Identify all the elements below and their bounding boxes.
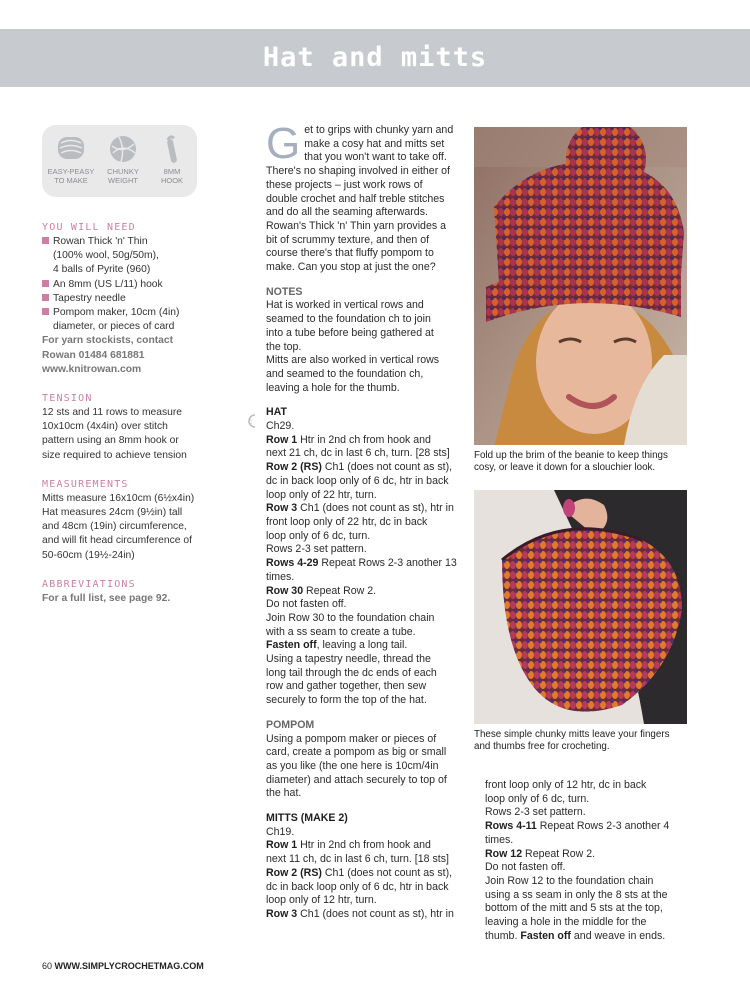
- instruction-line: Rows 2-3 set pattern.: [266, 543, 367, 556]
- tension-heading: TENSION: [42, 393, 93, 405]
- instruction-line: thumb. Fasten off and weave in ends.: [485, 929, 666, 942]
- instruction-line: loop only of 22 htr, turn.: [266, 488, 377, 501]
- instruction-line: times.: [485, 833, 514, 846]
- instruction-line: Do not fasten off.: [266, 598, 347, 611]
- pompom-heading: POMPOM: [266, 718, 315, 731]
- list-item-cont: diameter, or pieces of card: [53, 321, 175, 333]
- instruction-line: Row 12 Repeat Row 2.: [485, 847, 596, 860]
- bullet-icon: [42, 237, 49, 244]
- website-url: WWW.SIMPLYCROCHETMAG.COM: [54, 961, 204, 971]
- yarn-weight-icon: [107, 133, 139, 165]
- hat-caption: Fold up the brim of the beanie to keep things cosy, or leave it down for a slouchier look.: [474, 450, 668, 473]
- instruction-line: using a ss seam in only the 8 sts at the: [485, 888, 668, 901]
- instruction-line: leaving a hole in the middle for the: [485, 916, 647, 929]
- instruction-line: Row 1 Htr in 2nd ch from hook and: [266, 839, 431, 852]
- list-item: An 8mm (US L/11) hook: [42, 278, 242, 292]
- materials-list: [42, 235, 242, 377]
- pompom-text: Using a pompom maker or pieces of card, create a pompom as big or small as you like (the one here is 10cm/4in diameter) and attach securely to top of the hat.: [266, 732, 447, 800]
- instruction-line: Row 3 Ch1 (does not count as st), htr in: [266, 907, 454, 920]
- instruction-line: Join Row 30 to the foundation chain: [266, 611, 435, 624]
- instruction-line: row and gather together, then sew: [266, 680, 427, 693]
- abbreviations-text: For a full list, see page 92.: [42, 592, 171, 604]
- instruction-line: Using a tapestry needle, thread the: [266, 653, 431, 666]
- instruction-line: Fasten off, leaving a long tail.: [266, 639, 408, 652]
- drop-cap: G: [266, 119, 301, 168]
- icon-label-weight: CHUNKY WEIGHT: [107, 167, 139, 185]
- instruction-line: Join Row 12 to the foundation chain: [485, 874, 654, 887]
- instruction-line: Ch19.: [266, 825, 295, 838]
- list-item-cont: 4 balls of Pyrite (960): [53, 264, 151, 276]
- intro-paragraph: G et to grips with chunky yarn and make a cosy hat and mitts set that you won't want to take off. There's no shaping involved in either of these projects – just work rows of double crochet and half treble stitches and do all the seaming afterwards. Rowan's Thick 'n' Thin yarn provides a bit of scrummy texture, and then of course there's that fluffy pompom to make. Can you stop at just the one?: [266, 119, 454, 274]
- instruction-line: loop only of 6 dc, turn.: [485, 792, 590, 805]
- instruction-line: Row 3 Ch1 (does not count as st), htr in: [266, 502, 454, 515]
- measurements-heading: MEASUREMENTS: [42, 478, 129, 490]
- icon-label-hook: 8MM HOOK: [160, 167, 184, 185]
- instruction-line: times.: [266, 570, 295, 583]
- mitts-instructions: [266, 826, 466, 922]
- stockist-line: For yarn stockists, contact: [42, 335, 174, 347]
- instruction-line: dc in back loop only of 6 dc, htr in back: [266, 880, 449, 893]
- icon-label-easy: EASY-PEASY TO MAKE: [47, 167, 95, 185]
- instruction-line: Rows 4-11 Repeat Rows 2-3 another 4: [485, 820, 670, 833]
- pattern-column: [266, 119, 466, 922]
- mitts-instructions-continued: [485, 779, 695, 943]
- list-item: Tapestry needle: [42, 292, 242, 306]
- hat-heading: HAT: [266, 406, 287, 419]
- instruction-line: next 11 ch, dc in last 6 ch, turn. [18 sts]: [266, 853, 449, 866]
- sidebar: [42, 222, 242, 606]
- instruction-line: Ch29.: [266, 420, 295, 433]
- bullet-icon: [42, 294, 49, 301]
- bullet-icon: [42, 280, 49, 287]
- instruction-line: next 21 ch, dc in last 6 ch, turn. [28 sts]: [266, 447, 450, 460]
- yarn-ball-icon: [55, 133, 87, 165]
- mitts-caption: These simple chunky mitts leave your fingers and thumbs free for crocheting.: [474, 729, 670, 752]
- stockist-phone: Rowan 01484 681881: [42, 349, 145, 361]
- notes-text: Hat is worked in vertical rows and seamed to the foundation ch to join into a tube before being gathered at the top. Mitts are also worked in vertical rows and seamed to the foundation ch, leaving a hole for the thumb.: [266, 299, 440, 394]
- svg-text:c: c: [248, 417, 252, 426]
- crochet-hook-icon: [156, 133, 188, 165]
- you-will-need-heading: YOU WILL NEED: [42, 222, 136, 233]
- instruction-line: Do not fasten off.: [485, 861, 566, 874]
- mitts-heading: MITTS (MAKE 2): [266, 812, 348, 825]
- notes-heading: NOTES: [266, 285, 303, 298]
- list-item: Pompom maker, 10cm (4in): [42, 306, 242, 320]
- page-footer: [42, 961, 204, 971]
- abbreviations-heading: ABBREVIATIONS: [42, 578, 136, 590]
- instruction-line: Row 2 (RS) Ch1 (does not count as st),: [266, 461, 453, 474]
- page-number: 60: [42, 961, 53, 971]
- instruction-line: Row 30 Repeat Row 2.: [266, 584, 377, 597]
- instruction-line: loop only of 12 htr, turn.: [266, 894, 377, 907]
- mitts-photo: [474, 490, 687, 724]
- instruction-line: front loop only of 22 htr, dc in back: [266, 515, 428, 528]
- instruction-line: with a ss seam to create a tube.: [266, 625, 416, 638]
- bullet-icon: [42, 308, 49, 315]
- continuation-marker-icon: [245, 414, 257, 428]
- page-title: Hat and mitts: [262, 42, 488, 73]
- instruction-line: front loop only of 12 htr, dc in back: [485, 779, 647, 791]
- instruction-line: Rows 2-3 set pattern.: [485, 806, 586, 819]
- list-item-cont: (100% wool, 50g/50m),: [53, 250, 159, 262]
- measurements-text: Mitts measure 16x10cm (6½x4in) Hat measures 24cm (9½in) tall and 48cm (19in) circumference, and will fit head circumference of 50-60cm (19½-24in): [42, 492, 195, 561]
- instruction-line: bottom of the mitt and 5 sts at the top,: [485, 902, 663, 915]
- list-item: Rowan Thick 'n' Thin: [42, 235, 242, 249]
- stockist-url: www.knitrowan.com: [42, 363, 142, 375]
- instruction-line: long tail through the dc ends of each: [266, 666, 437, 679]
- instruction-line: Row 2 (RS) Ch1 (does not count as st),: [266, 866, 453, 879]
- instruction-line: Row 1 Htr in 2nd ch from hook and: [266, 433, 431, 446]
- instruction-line: loop only of 6 dc, turn.: [266, 529, 371, 542]
- hat-instructions: [266, 420, 466, 708]
- tension-text: 12 sts and 11 rows to measure 10x10cm (4x4in) over stitch pattern using an 8mm hook or size required to achieve tension: [42, 407, 187, 461]
- instruction-line: securely to form the top of the hat.: [266, 694, 427, 707]
- instruction-line: Rows 4-29 Repeat Rows 2-3 another 13: [266, 557, 457, 570]
- instruction-line: dc in back loop only of 6 dc, htr in back: [266, 474, 449, 487]
- hat-photo: [474, 127, 687, 445]
